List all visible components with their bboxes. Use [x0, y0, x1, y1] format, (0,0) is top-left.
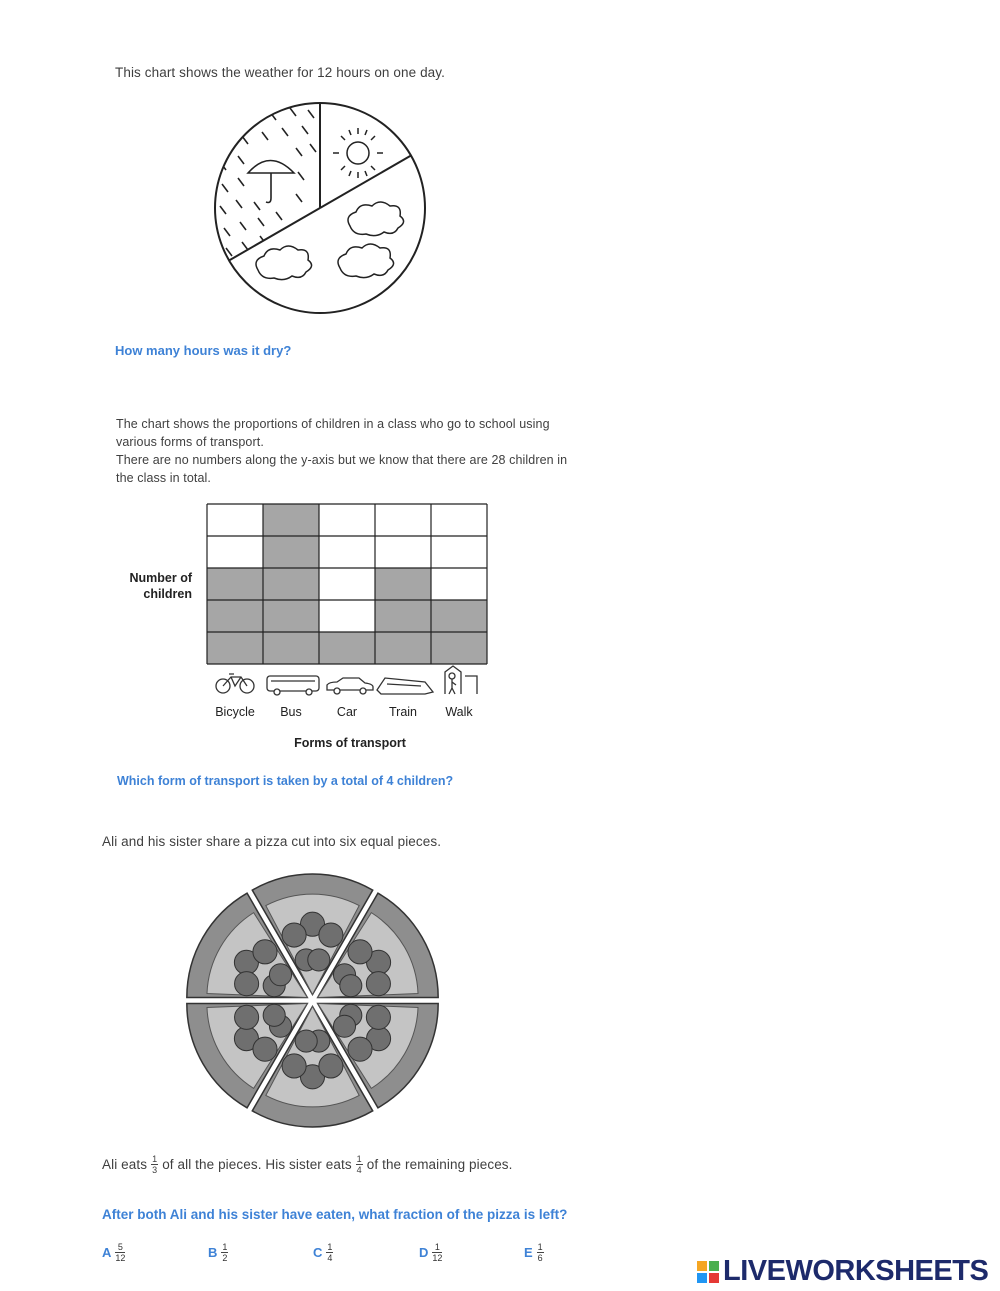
fraction-numerator: 5 — [115, 1242, 125, 1253]
pizza-question: After both Ali and his sister have eaten, what fraction of the pizza is left? — [102, 1207, 568, 1222]
x-tick-label: Bus — [280, 705, 302, 719]
answer-letter: B — [208, 1245, 218, 1260]
x-tick-label: Walk — [445, 705, 473, 719]
weather-question: How many hours was it dry? — [115, 343, 292, 358]
pepperoni — [263, 1004, 285, 1026]
logo-text: LIVEWORKSHEETS — [723, 1255, 989, 1287]
y-axis-label-line: Number of — [129, 571, 192, 585]
x-tick-label: Bicycle — [215, 705, 255, 719]
liveworksheets-logo — [697, 1255, 988, 1288]
transport-intro-line: the class in total. — [116, 471, 212, 485]
answer-option-c[interactable] — [313, 1242, 337, 1263]
x-tick-label: Car — [336, 705, 358, 719]
answer-option-a[interactable] — [102, 1242, 129, 1263]
fraction — [221, 1242, 228, 1263]
fraction-denominator: 12 — [115, 1253, 126, 1263]
transport-intro — [116, 415, 567, 487]
walk-icon — [445, 666, 477, 694]
pepperoni — [235, 1005, 259, 1029]
fraction-denominator: 4 — [327, 1253, 333, 1263]
x-tick-label: Train — [388, 705, 418, 719]
answer-option-b[interactable] — [208, 1242, 232, 1263]
fraction-denominator: 6 — [537, 1253, 543, 1263]
weather-intro: This chart shows the weather for 12 hours on one day. — [115, 65, 445, 80]
eats-text: of all the pieces. His sister eats — [162, 1157, 352, 1172]
y-axis-label-line: children — [143, 587, 192, 601]
pizza-eats-sentence — [102, 1154, 513, 1175]
fraction-numerator: 1 — [222, 1242, 228, 1252]
bar-car — [319, 632, 375, 664]
pepperoni — [319, 1054, 343, 1078]
pizza-intro: Ali and his sister share a pizza cut into six equal pieces. — [102, 834, 442, 849]
fraction — [115, 1242, 125, 1263]
answer-letter: D — [419, 1245, 429, 1260]
transport-question: Which form of transport is taken by a total of 4 children? — [117, 774, 454, 788]
pepperoni — [282, 1054, 306, 1078]
fraction — [151, 1154, 158, 1175]
fraction-denominator: 2 — [222, 1253, 228, 1263]
bar-bus — [263, 504, 319, 664]
pepperoni — [319, 923, 343, 947]
pepperoni — [348, 940, 372, 964]
y-axis-label — [112, 570, 192, 602]
fraction — [432, 1242, 442, 1263]
pepperoni — [366, 1005, 390, 1029]
logo-blocks-icon — [697, 1261, 719, 1283]
transport-intro-line: The chart shows the proportions of children in a class who go to school using — [116, 417, 550, 431]
answer-option-d[interactable] — [419, 1242, 446, 1263]
fraction — [537, 1242, 544, 1263]
transport-intro-line: There are no numbers along the y-axis but we know that there are 28 children in — [116, 453, 568, 467]
answer-letter: E — [524, 1245, 533, 1260]
answer-letter: C — [313, 1245, 323, 1260]
fraction-denominator: 12 — [432, 1253, 443, 1263]
pepperoni — [333, 1015, 355, 1037]
fraction-numerator: 1 — [356, 1154, 362, 1164]
weather-pie-chart — [210, 98, 430, 318]
pepperoni — [366, 972, 390, 996]
eats-text: of the remaining pieces. — [366, 1157, 513, 1172]
transport-intro-line: various forms of transport. — [116, 435, 264, 449]
eats-text: Ali eats — [102, 1157, 148, 1172]
pepperoni — [282, 923, 306, 947]
bar-bicycle — [207, 568, 263, 664]
fraction — [326, 1242, 333, 1263]
pepperoni — [235, 972, 259, 996]
pepperoni — [253, 1037, 277, 1061]
x-axis-label: Forms of transport — [294, 736, 406, 750]
pepperoni — [269, 964, 291, 986]
answer-option-e[interactable] — [524, 1242, 548, 1263]
pepperoni — [348, 1037, 372, 1061]
pizza-image — [180, 868, 445, 1133]
pepperoni — [308, 949, 330, 971]
fraction-numerator: 1 — [327, 1242, 333, 1252]
pepperoni — [340, 975, 362, 997]
pepperoni — [295, 1030, 317, 1052]
bar-train — [375, 568, 431, 664]
bicycle-icon — [216, 674, 254, 693]
train-icon — [377, 678, 433, 694]
fraction-numerator: 1 — [152, 1154, 158, 1164]
pepperoni — [253, 940, 277, 964]
fraction-denominator: 4 — [356, 1165, 362, 1175]
fraction-numerator: 1 — [537, 1242, 543, 1252]
answer-letter: A — [102, 1245, 112, 1260]
bus-icon — [267, 676, 319, 695]
fraction-denominator: 3 — [152, 1165, 158, 1175]
fraction — [356, 1154, 363, 1175]
transport-bar-chart — [205, 502, 495, 732]
fraction-numerator: 1 — [432, 1242, 442, 1253]
car-icon — [327, 678, 373, 694]
